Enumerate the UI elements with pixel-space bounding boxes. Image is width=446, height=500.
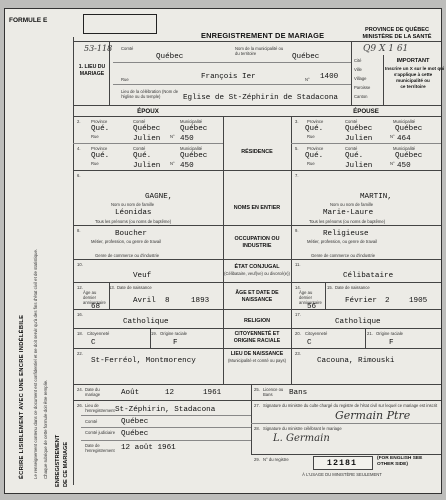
lieu-rue-value: François Ier (201, 73, 256, 81)
etat-center-sub: (Célibataire, veuf(ve) ou divorcé(e)) (224, 271, 290, 276)
epouse-municipalite-label-2: Municipalité (393, 146, 416, 151)
epouse-prenom-label: Tous les prénoms (ou noms de baptême) (309, 219, 386, 224)
epoux-occupation-label: Métier, profession, ou genre de travail (91, 239, 162, 244)
province-label: PROVINCE DE QUÉBEC (364, 27, 430, 33)
comte-label: Comté (121, 46, 134, 51)
margin-text-2: Chaque rubrique de cette formule doit être remplie. (43, 379, 48, 479)
epoux-rue-label-2: Rue (91, 161, 99, 166)
important-text-2: s'applique à cette (393, 72, 433, 77)
signature-celebrant-value: L. Germain (273, 433, 330, 444)
epouse-occupation-value: Religieuse (323, 230, 369, 238)
epouse-province-value-2: Qué. (305, 152, 324, 160)
important-option-canton: Canton (354, 94, 368, 99)
important-text-3: municipalité ou (396, 78, 430, 83)
important-option-cite: Cité (354, 58, 362, 63)
epouse-nom-label: Nom ou nom de famille (330, 202, 374, 207)
stamp-number: Q9 X 1 61 (363, 44, 409, 54)
epouse-etat-value: Célibataire (343, 272, 394, 280)
residence-center-label: RÉSIDENCE (241, 149, 273, 155)
field-number-5: 5. (295, 146, 299, 151)
epouse-province-value: Qué. (305, 125, 324, 133)
epoux-numero-label: N° (170, 134, 175, 139)
epoux-comte-label: Comté (133, 119, 146, 124)
epoux-numero-value: 450 (180, 135, 194, 143)
epoux-province-label: Province (91, 119, 108, 124)
field-number-23: 23. (295, 351, 301, 356)
epoux-date-label: Date de naissance (117, 285, 152, 290)
field-number-17: 17. (295, 312, 301, 317)
lieu-comte-value: Québec (156, 53, 184, 61)
epoux-numero-label-2: N° (170, 161, 175, 166)
epouse-comte-value: Québec (345, 125, 373, 133)
rue-label: Rue (121, 77, 129, 82)
epoux-nom-value: GAGNE, (145, 193, 173, 201)
epouse-nom-value: MARTIN, (360, 193, 392, 201)
field-number-29: 29. (254, 457, 260, 462)
comte-enreg-value: Québec (121, 418, 149, 426)
epouse-date-label: Date de naissance (335, 285, 370, 290)
signature-ministre-label: Signature du ministre du culte chargé du registre de l'état civil sur lequel ce mariage est inscrit (263, 403, 438, 408)
epoux-annee-value: 1893 (191, 297, 210, 305)
lieu-municipalite-value: Québec (292, 53, 320, 61)
epouse-municipalite-value: Québec (395, 125, 423, 133)
epoux-municipalite-label-2: Municipalité (180, 146, 203, 151)
lieu-enreg-value: St-Zéphirin, Stadacona (115, 406, 216, 414)
epoux-comte-label-2: Comté (133, 146, 146, 151)
municipalite-label: Nom de la municipalité ou du territoire (235, 46, 284, 56)
field-number-24: 24. (77, 387, 83, 392)
epouse-comte-label-2: Comté (345, 146, 358, 151)
formule-label: FORMULE E (9, 17, 48, 24)
lieu-naissance-center-label: LIEU DE NAISSANCE (230, 351, 284, 357)
epouse-rue-label: Rue (307, 134, 315, 139)
important-text-1: Inscrire un X sur le mot qui (385, 66, 445, 71)
field-number-10: 10. (77, 262, 83, 267)
epoux-province-value: Qué. (91, 125, 110, 133)
numero-label: N° (305, 77, 310, 82)
epoux-province-label-2: Province (91, 146, 108, 151)
signature-celebrant-label: Signature du ministre célébrant le mariage (263, 426, 342, 431)
epouse-age-value: 56 (307, 303, 317, 311)
field-number-28: 28. (254, 426, 260, 431)
epouse-origine-value: F (389, 339, 394, 347)
field-number-21: 21. (367, 331, 373, 336)
field-number-6: 6. (77, 173, 81, 178)
epouse-municipalite-value-2: Québec (395, 152, 423, 160)
field-number-14: 14. (295, 285, 301, 290)
registre-label: N° du registre (263, 457, 289, 462)
date-mariage-label: Date du mariage (85, 387, 101, 397)
lieu-section-label: 1. LIEU DU MARIAGE (78, 64, 106, 77)
important-option-village: Village (354, 76, 367, 81)
epoux-header: ÉPOUX (137, 108, 159, 115)
epouse-prenom-value: Marie-Laure (323, 209, 374, 217)
form-title: ENREGISTREMENT DE MARIAGE (201, 31, 325, 40)
date-enreg-value: 12 août 1961 (121, 444, 176, 452)
lieu-enreg-label: Lieu de l'enregistrement (85, 403, 115, 413)
lieu-naissance-center-sub: (Municipalité et comté ou pays) (228, 358, 286, 363)
etat-center-label: ÉTAT CONJUGAL (234, 264, 280, 270)
margin-warning: ÉCRIRE LISIBLEMENT AVEC UNE ENCRE INDÉLÉBILE (19, 314, 25, 479)
lieu-numero-value: 1400 (320, 73, 339, 81)
for-english-note: (FOR ENGLISH SEE OTHER SIDE) (377, 456, 423, 467)
field-number-19: 19. (151, 331, 157, 336)
epouse-comte-value-2: Qué. (345, 152, 364, 160)
registre-number: 12181 (326, 458, 358, 468)
usage-ministere-label: À L'USAGE DU MINISTÈRE SEULEMENT (302, 472, 382, 477)
epoux-lieu-naissance-value: St-Ferréol, Montmorency (91, 357, 196, 365)
epoux-mois-value: Avril (133, 297, 156, 305)
epoux-rue-label: Rue (91, 134, 99, 139)
margin-side-label: ENREGISTREMENT (55, 434, 61, 487)
epoux-industrie-label: Genre de commerce ou d'industrie (95, 253, 160, 258)
important-option-paroisse: Paroisse (354, 85, 371, 90)
field-number-15: 15. (327, 285, 333, 290)
epouse-province-label-2: Province (307, 146, 324, 151)
important-title: IMPORTANT (396, 58, 430, 64)
field-number-13: 13. (109, 285, 115, 290)
field-number-9: 9. (295, 228, 299, 233)
signature-ministre-value: Germain Ptre (335, 409, 411, 422)
epouse-annee-value: 1905 (409, 297, 428, 305)
epoux-citoyennete-value: C (91, 339, 96, 347)
epoux-rue-value-2: Julien (133, 162, 161, 170)
lieu-celebration-value: Eglise de St-Zéphirin de Stadacona (183, 94, 338, 102)
epoux-age-value: 68 (91, 303, 101, 311)
epoux-nom-label: Nom ou nom de famille (111, 202, 155, 207)
citoyennete-center-label: CITOYENNETÉ ET ORIGINE RACIALE (233, 331, 281, 344)
epoux-origine-label: Origine raciale (160, 331, 187, 336)
epouse-province-label: Province (307, 119, 324, 124)
epouse-numero-label-2: N° (390, 161, 395, 166)
date-enreg-label: Date de l'enregistrement (85, 443, 115, 453)
margin-text-1: Le renseignement contenu dans ce document est confidentiel et ne doit servir qu'à des fins d'état civil et de statistique. (33, 248, 38, 479)
epoux-province-value-2: Qué. (91, 152, 110, 160)
mariage-mois-value: Août (121, 389, 140, 397)
mariage-annee-value: 1961 (203, 389, 222, 397)
licence-label: Licence ou Bans (263, 387, 284, 397)
marriage-registration-form (4, 8, 445, 494)
epoux-municipalite-value-2: Québec (180, 152, 208, 160)
epoux-prenom-label: Tous les prénoms (ou noms de baptême) (95, 219, 172, 224)
naissance-center-label: ÂGE ET DATE DE NAISSANCE (235, 290, 279, 303)
epouse-lieu-naissance-value: Cacouna, Rimouski (317, 357, 395, 365)
field-number-7: 7. (295, 173, 299, 178)
epoux-prenom-value: Léonidas (115, 209, 152, 217)
field-number-2: 2. (77, 119, 81, 124)
epoux-numero-value-2: 450 (180, 162, 194, 170)
epouse-municipalite-label: Municipalité (393, 119, 416, 124)
comte-enreg-label: Comté (85, 419, 98, 424)
field-number-27: 27. (254, 403, 260, 408)
epoux-jour-value: 8 (165, 297, 170, 305)
field-number-16: 16. (77, 312, 83, 317)
field-number-22: 22. (77, 351, 83, 356)
epouse-citoyennete-label: Citoyenneté (305, 331, 328, 336)
epouse-origine-label: Origine raciale (376, 331, 403, 336)
field-number-11: 11. (295, 262, 301, 267)
epouse-religion-value: Catholique (335, 318, 381, 326)
epouse-jour-value: 2 (385, 297, 390, 305)
field-number-4: 4. (77, 146, 81, 151)
occupation-center-label: OCCUPATION OU INDUSTRIE (234, 236, 280, 249)
epouse-numero-label: N° (390, 134, 395, 139)
epouse-mois-value: Février (345, 297, 377, 305)
religion-center-label: RELIGION (243, 318, 271, 324)
noms-center-label: NOMS EN ENTIER (233, 205, 281, 211)
epoux-comte-value: Québec (133, 125, 161, 133)
epoux-etat-value: Veuf (133, 272, 152, 280)
epoux-municipalite-label: Municipalité (180, 119, 203, 124)
epoux-age-label: Âge au dernier anniversaire (83, 290, 106, 305)
handwritten-reference: 53-118 (84, 44, 113, 53)
epouse-numero-value: 464 (397, 135, 411, 143)
field-number-26: 26. (77, 403, 83, 408)
ministere-label: MINISTÈRE DE LA SANTÉ (362, 34, 432, 40)
mariage-jour-value: 12 (165, 389, 175, 397)
epoux-occupation-value: Boucher (115, 230, 147, 238)
epoux-comte-value-2: Qué. (133, 152, 152, 160)
field-number-8: 8. (77, 228, 81, 233)
field-number-3: 3. (295, 119, 299, 124)
stamp-box (83, 14, 157, 34)
epouse-occupation-label: Métier, profession, ou genre de travail (307, 239, 378, 244)
epouse-header: ÉPOUSE (353, 108, 379, 115)
comte-judiciaire-label: Comté judiciaire (85, 430, 116, 435)
important-option-ville: Ville (354, 67, 362, 72)
epouse-rue-value-2: Julien (345, 162, 373, 170)
field-number-25: 25. (254, 387, 260, 392)
epoux-citoyennete-label: Citoyenneté (87, 331, 110, 336)
field-number-20: 20. (295, 331, 301, 336)
epoux-municipalite-value: Québec (180, 125, 208, 133)
field-number-12: 12. (77, 285, 83, 290)
field-number-18: 18. (77, 331, 83, 336)
important-text-4: ce territoire (400, 84, 426, 89)
margin-side-label-2: DE CE MARIAGE (63, 441, 69, 487)
epoux-origine-value: F (173, 339, 178, 347)
epouse-numero-value-2: 450 (397, 162, 411, 170)
comte-judiciaire-value: Québec (121, 430, 149, 438)
epoux-rue-value: Julien (133, 135, 161, 143)
epouse-rue-value: Julien (345, 135, 373, 143)
epouse-citoyennete-value: C (307, 339, 312, 347)
epouse-rue-label-2: Rue (307, 161, 315, 166)
epouse-industrie-label: Genre de commerce ou d'industrie (311, 253, 376, 258)
epoux-religion-value: Catholique (123, 318, 169, 326)
lieu-celebration-label: Lieu de la célébration (Nom de l'église ou du temple) (121, 89, 179, 99)
licence-value: Bans (289, 389, 308, 397)
epouse-age-label: Âge au dernier anniversaire (299, 290, 322, 305)
epouse-comte-label: Comté (345, 119, 358, 124)
